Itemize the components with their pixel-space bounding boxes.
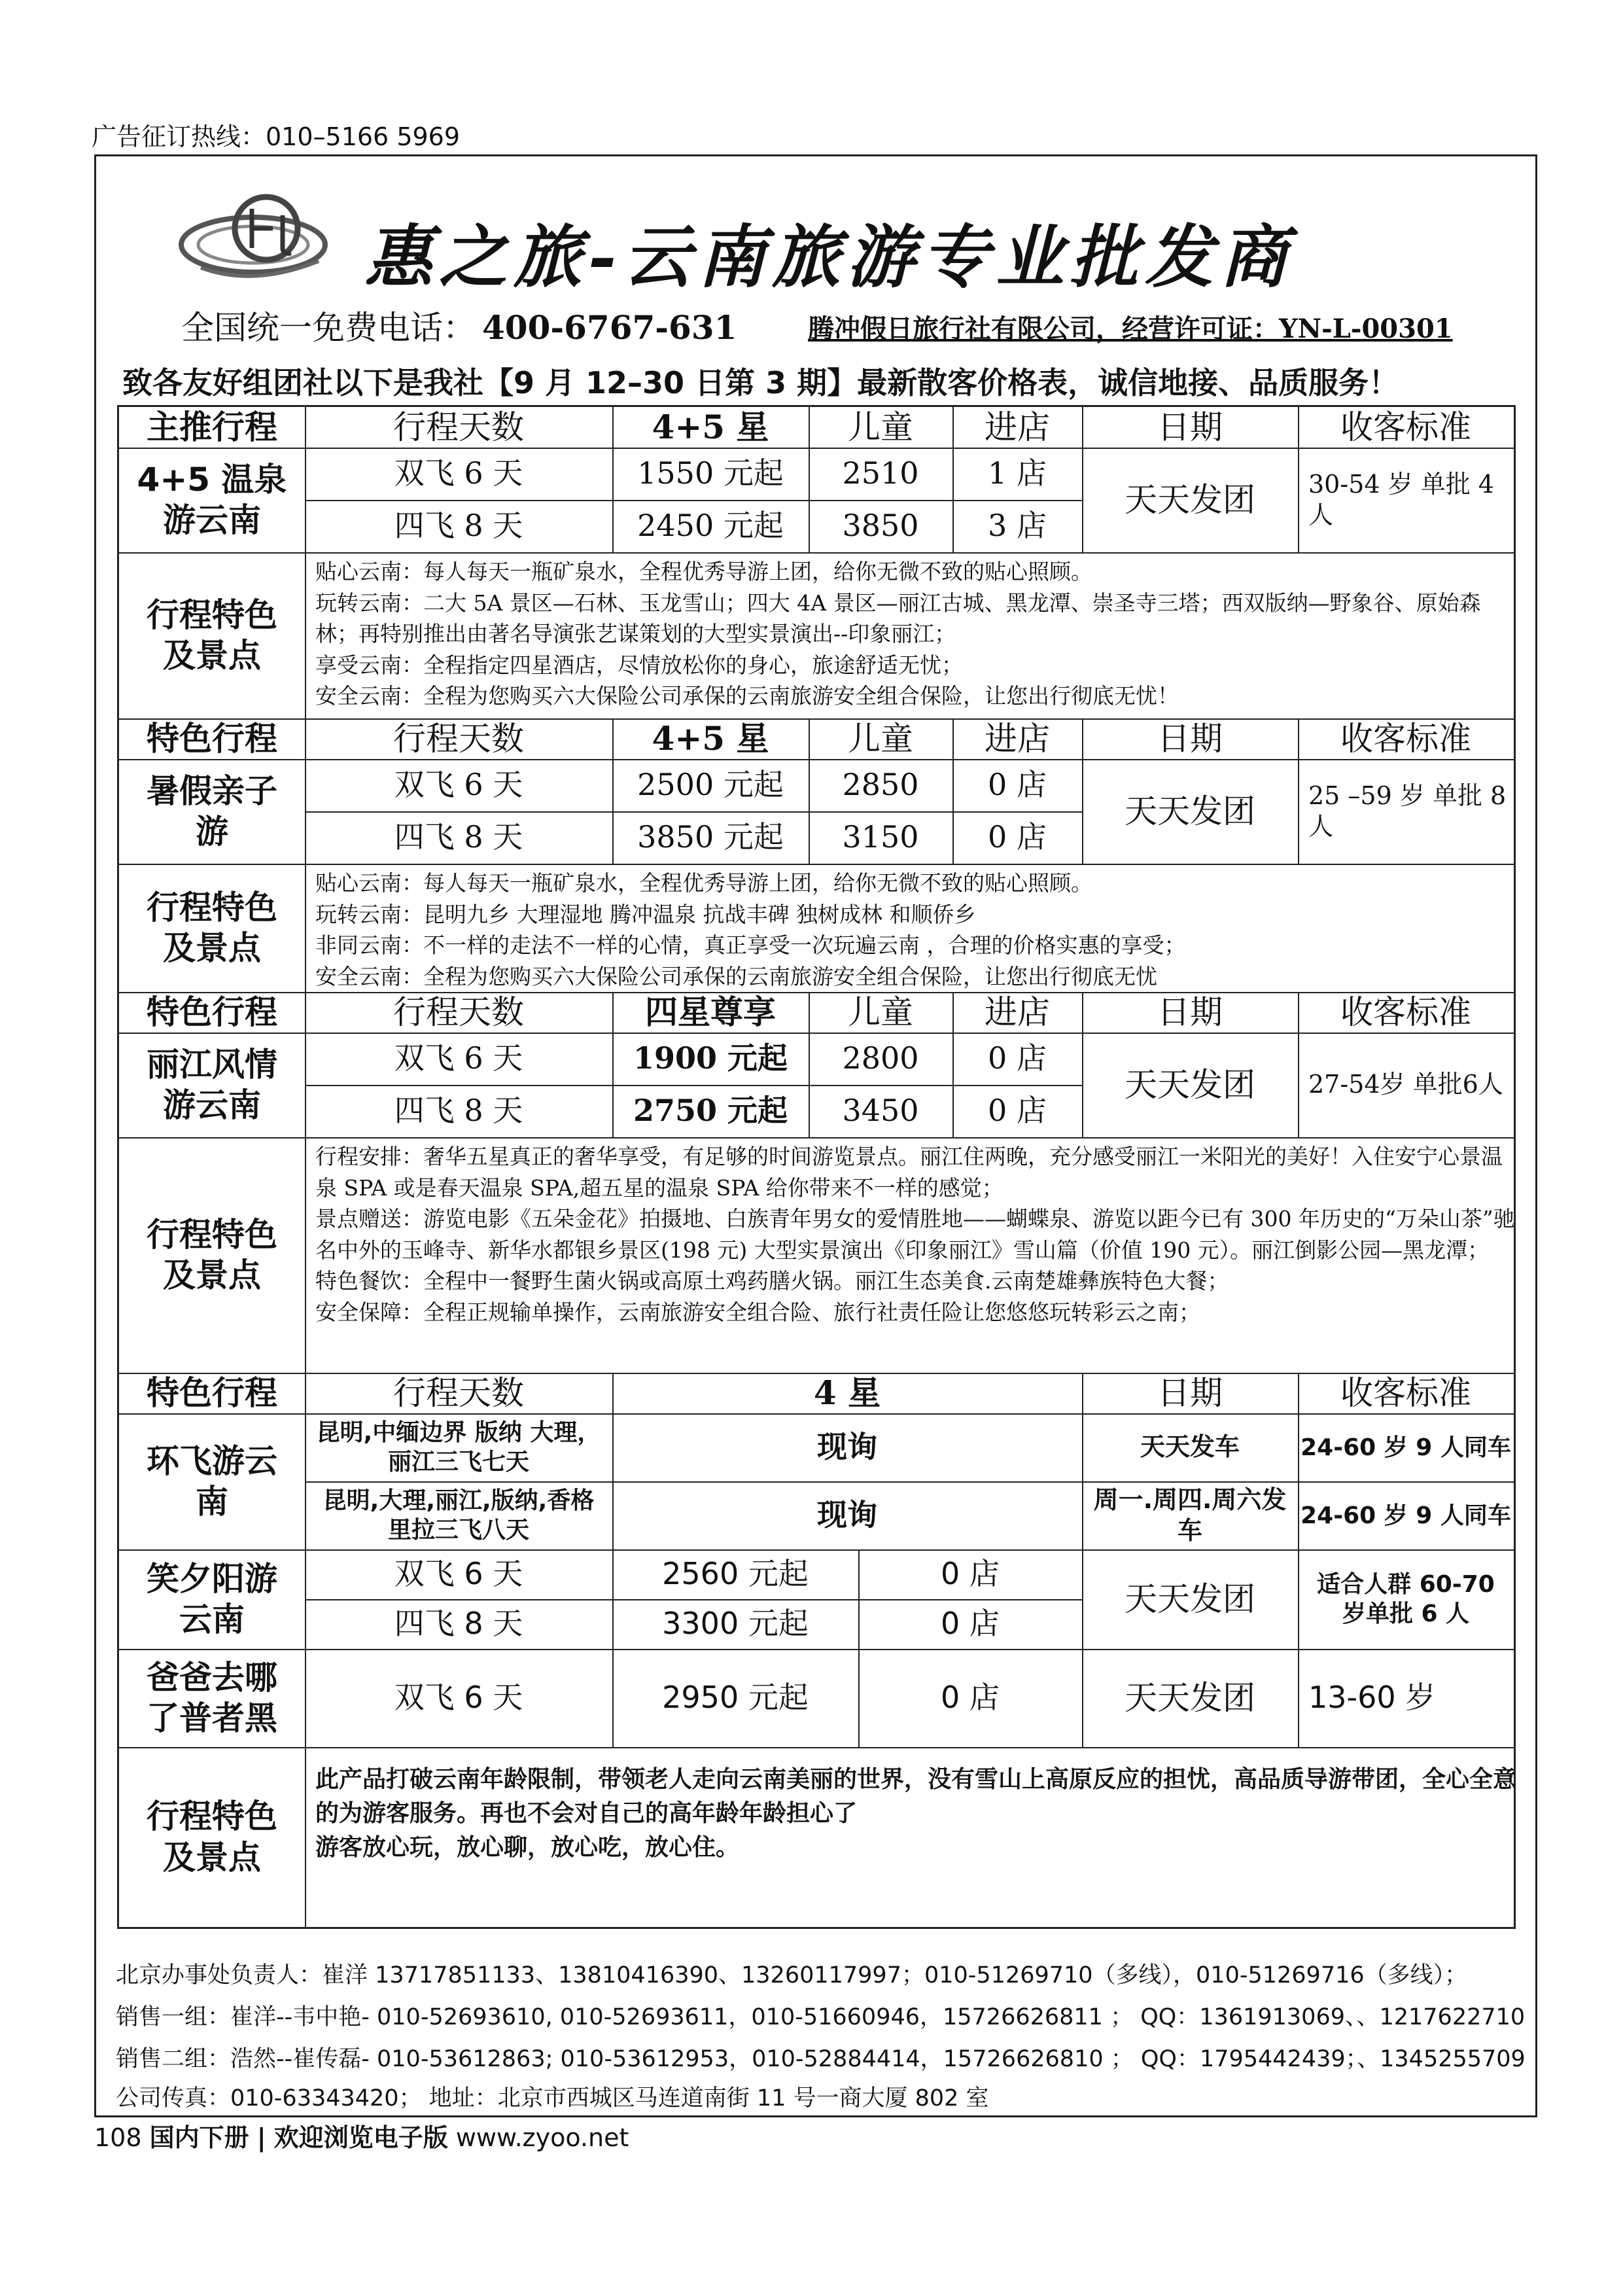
table-divider: [305, 1649, 306, 1747]
trip-days: 双飞 6 天: [394, 1556, 523, 1592]
feature-line: 安全云南：全程为您购买六大保险公司承保的云南旅游安全组合保险，让您出行彻底无忧: [315, 963, 1157, 989]
column-header: 日期: [1157, 408, 1223, 446]
table-divider: [1298, 718, 1299, 759]
table-divider: [305, 1481, 1514, 1483]
trip-days: 双飞 6 天: [394, 1040, 523, 1076]
feature-line: 贴心云南：每人每天一瓶矿泉水，全程优秀导游上团，给你无微不致的贴心照顾。: [315, 559, 1092, 584]
shop-count: 0 店: [988, 1093, 1047, 1129]
trip-days: 双飞 6 天: [394, 1680, 523, 1716]
shop-count: 0 店: [988, 1040, 1047, 1076]
feature-label: 行程特色及景点: [147, 888, 277, 967]
logo-swirl-icon: [175, 183, 332, 300]
table-divider: [305, 811, 1082, 813]
shop-count: 0 店: [988, 819, 1047, 855]
table-divider: [1298, 448, 1299, 552]
column-header: 日期: [1157, 993, 1223, 1031]
feature-line: 游客放心玩，放心聊，放心吃，放心住。: [315, 1833, 740, 1861]
table-divider: [612, 1549, 614, 1649]
shop-count: 0 店: [941, 1606, 1000, 1642]
feature-label: 行程特色及景点: [147, 595, 277, 675]
table-divider: [1082, 1373, 1083, 1413]
table-divider: [809, 448, 810, 552]
table-divider: [305, 759, 306, 864]
column-header: 收客标准: [1340, 719, 1471, 758]
price-inquiry: 现询: [817, 1429, 877, 1465]
column-header: 收客标准: [1340, 408, 1471, 446]
intro-text: 致各友好组团社以下是我社【9 月 12–30 日第 3 期】最新散客价格表，诚信地接、品质服务！: [122, 365, 1399, 400]
feature-line: 玩转云南：昆明九乡 大理湿地 腾冲温泉 抗战丰碑 独树成林 和顺侨乡: [315, 901, 976, 927]
column-header: 日期: [1157, 719, 1223, 758]
column-header: 行程天数: [393, 719, 524, 758]
trip-days: 四飞 8 天: [394, 1093, 523, 1129]
column-header: 特色行程: [147, 1373, 277, 1412]
table-divider: [305, 992, 306, 1033]
column-header: 行程天数: [393, 1373, 524, 1412]
table-divider: [858, 1549, 860, 1649]
table-divider: [952, 992, 954, 1033]
footer-sales-group-2: 销售二组：浩然--崔传磊- 010-53612863; 010-53612953，010-52884414，15726626810 ； QQ：1795442439；、1345255709: [116, 2046, 1526, 2072]
column-header: 4+5 星: [652, 407, 769, 446]
table-divider: [1082, 1033, 1083, 1137]
page-footer: 108 国内下册 | 欢迎浏览电子版 www.zyoo.net: [94, 2123, 629, 2152]
hotline-label: 全国统一免费电话：: [181, 309, 476, 347]
table-divider: [1082, 992, 1083, 1033]
toll-free-hotline: [181, 302, 737, 349]
feature-line: 安全保障：全程正规输单操作，云南旅游安全组合险、旅行社责任险让您悠悠玩转彩云之南；: [315, 1299, 1200, 1325]
company-logo: [175, 183, 332, 300]
route-name: 暑假亲子游: [147, 771, 277, 851]
table-divider: [305, 448, 306, 552]
feature-line: 享受云南：全程指定四星酒店，尽情放松你的身心，旅途舒适无忧；: [315, 652, 963, 678]
column-header: 收客标准: [1340, 993, 1471, 1031]
trip-days: 四飞 8 天: [394, 508, 523, 544]
table-divider: [1082, 407, 1083, 448]
departure-date: 天天发团: [1125, 1678, 1255, 1717]
shop-count: 0 店: [988, 767, 1047, 803]
adult-price: 3300 元起: [662, 1606, 809, 1642]
adult-price: 2750 元起: [633, 1093, 788, 1129]
hotline-number: 400-6767-631: [482, 308, 737, 347]
table-divider: [1082, 759, 1083, 864]
table-divider: [305, 407, 306, 448]
adult-price: 2560 元起: [662, 1556, 809, 1592]
table-divider: [305, 1413, 306, 1549]
footer-sales-group-1: 销售一组：崔洋--韦中艳- 010-52693610, 010-52693611，010-51660946，15726626811 ； QQ：1361913069、、1217622710: [116, 2004, 1526, 2030]
column-header: 进店: [985, 993, 1050, 1031]
departure-date: 天天发团: [1125, 1580, 1255, 1618]
table-divider: [612, 718, 614, 759]
table-divider: [612, 448, 614, 552]
table-divider: [809, 407, 810, 448]
trip-days: 双飞 6 天: [394, 455, 523, 491]
child-price: 2510: [842, 455, 919, 491]
adult-price: 2950 元起: [662, 1680, 809, 1716]
company-license: 腾冲假日旅行社有限公司，经营许可证：YN-L-00301: [808, 313, 1453, 344]
shop-count: 0 店: [941, 1680, 1000, 1716]
table-divider: [612, 1413, 614, 1549]
table-divider: [1298, 1413, 1299, 1549]
group-standard: 13-60 岁: [1308, 1680, 1436, 1716]
feature-line: 贴心云南：每人每天一瓶矿泉水，全程优秀导游上团，给你无微不致的贴心照顾。: [315, 870, 1092, 896]
footer-contact-line: 北京办事处负责人：崔洋 13717851133、13810416390、13260117997；010-51269710（多线），010-51269716（多线）；: [116, 1962, 1468, 1988]
route-name: 爸爸去哪了普者黑: [147, 1658, 277, 1737]
child-price: 2800: [842, 1040, 919, 1076]
shop-count: 0 店: [941, 1556, 1000, 1592]
child-price: 3450: [842, 1093, 919, 1129]
ad-hotline: 广告征订热线：010–5166 5969: [92, 122, 461, 151]
route-name: 4+5 温泉游云南: [137, 460, 287, 539]
adult-price: 2450 元起: [637, 508, 784, 544]
table-divider: [809, 759, 810, 864]
feature-line: 景点赠送：游览电影《五朵金花》拍摄地、白族青年男女的爱情胜地——蝴蝶泉、游览以距今已有 300 年历史的“万朵山茶”驰名中外的玉峰寺、新华水都银乡景区(198 元) 大型实景演出《印象丽江》雪山篇（价值 190 元）。丽江倒影公园—黑龙潭；: [315, 1206, 1515, 1263]
table-divider: [305, 1373, 306, 1413]
table-divider: [858, 1649, 860, 1747]
route-detail: 昆明,大理,丽江,版纳,香格里拉三飞八天: [323, 1487, 595, 1544]
table-divider: [1082, 718, 1083, 759]
table-divider: [305, 1549, 306, 1649]
adult-price: 1900 元起: [633, 1040, 788, 1076]
table-divider: [612, 992, 614, 1033]
feature-line: 非同云南：不一样的走法不一样的心情，真正享受一次玩遍云南 ，合理的价格实惠的享受；: [315, 932, 1186, 959]
table-divider: [952, 407, 954, 448]
table-divider: [612, 407, 614, 448]
footer-fax-address: 公司传真：010-63343420； 地址：北京市西城区马连道南街 11 号一商大厦 802 室: [116, 2085, 989, 2111]
table-divider: [952, 1033, 954, 1137]
column-header: 收客标准: [1340, 1373, 1471, 1412]
child-price: 2850: [842, 767, 919, 803]
departure-date: 周一.周四.周六发车: [1093, 1485, 1287, 1545]
feature-description: [306, 552, 1531, 726]
adult-price: 1550 元起: [637, 455, 784, 491]
feature-line: 特色餐饮：全程中一餐野生菌火锅或高原土鸡药膳火锅。丽江生态美食.云南楚雄彝族特色大餐；: [315, 1268, 1229, 1294]
departure-date: 天天发团: [1125, 792, 1255, 830]
child-price: 3850: [842, 508, 919, 544]
table-divider: [952, 759, 954, 864]
table-divider: [305, 864, 306, 992]
feature-line: 安全云南：全程为您购买六大保险公司承保的云南旅游安全组合保险，让您出行彻底无忧！: [315, 683, 1179, 709]
table-divider: [1082, 1413, 1083, 1549]
table-divider: [1082, 1549, 1083, 1649]
column-header: 四星尊享: [645, 992, 776, 1031]
route-detail: 昆明,中缅边界 版纳 大理，丽江三飞七天: [316, 1419, 601, 1475]
table-divider: [612, 1373, 614, 1413]
feature-label: 行程特色及景点: [147, 1215, 277, 1294]
table-divider: [1298, 1549, 1299, 1649]
departure-date: 天天发团: [1125, 1065, 1255, 1104]
brand-title: 惠之旅-云南旅游专业批发商: [364, 217, 1295, 297]
adult-price: 2500 元起: [637, 767, 784, 803]
section-label: 国内下册: [149, 2123, 249, 2152]
column-header: 行程天数: [393, 993, 524, 1031]
column-header: 主推行程: [147, 408, 277, 446]
table-divider: [1298, 759, 1299, 864]
column-header: 进店: [985, 719, 1050, 758]
feature-description: [306, 1747, 1531, 1947]
table-divider: [305, 1599, 1082, 1600]
table-divider: [1298, 992, 1299, 1033]
table-divider: [1082, 448, 1083, 552]
column-header: 4+5 星: [652, 718, 769, 758]
trip-days: 双飞 6 天: [394, 767, 523, 803]
departure-date: 天天发车: [1140, 1432, 1240, 1462]
slogan: 欢迎浏览电子版: [273, 2123, 448, 2152]
table-divider: [1082, 1649, 1083, 1747]
table-divider: [809, 1033, 810, 1137]
column-header: 儿童: [848, 408, 913, 446]
column-header: 特色行程: [147, 719, 277, 758]
feature-line: 行程安排：奢华五星真正的奢华享受，有足够的时间游览景点。丽江住两晚，充分感受丽江一米阳光的美好！入住安宁心景温泉 SPA 或是春天温泉 SPA,超五星的温泉 SPA 给你带来不一样的感觉；: [315, 1144, 1503, 1201]
column-header: 进店: [985, 408, 1050, 446]
route-name: 环飞游云南: [147, 1441, 277, 1521]
column-header: 行程天数: [393, 408, 524, 446]
column-header: 儿童: [848, 719, 913, 758]
column-header: 儿童: [848, 993, 913, 1031]
group-standard: 24-60 岁 9 人同车: [1300, 1434, 1511, 1461]
feature-description: [306, 1137, 1531, 1381]
table-divider: [612, 1033, 614, 1137]
column-header: 特色行程: [147, 993, 277, 1031]
table-divider: [305, 1747, 306, 1927]
table-divider: [1298, 1033, 1299, 1137]
table-divider: [612, 1649, 614, 1747]
price-table: [117, 405, 1516, 1929]
table-divider: [1298, 407, 1299, 448]
shop-count: 1 店: [988, 455, 1047, 491]
group-standard: 24-60 岁 9 人同车: [1300, 1502, 1511, 1529]
route-name: 丽江风情游云南: [147, 1045, 277, 1124]
table-divider: [305, 1085, 1082, 1086]
group-standard: 25 –59 岁 单批 8 人: [1308, 781, 1507, 841]
table-divider: [305, 500, 1082, 501]
table-divider: [305, 552, 306, 718]
feature-description: [306, 864, 1531, 1000]
departure-date: 天天发团: [1125, 480, 1255, 519]
group-standard: 27-54岁 单批6人: [1308, 1070, 1503, 1099]
website-url: www.zyoo.net: [455, 2123, 629, 2152]
table-divider: [1298, 1373, 1299, 1413]
table-divider: [612, 759, 614, 864]
table-divider: [809, 992, 810, 1033]
shop-count: 3 店: [988, 508, 1047, 544]
adult-price: 3850 元起: [637, 819, 784, 855]
table-divider: [305, 718, 306, 759]
column-header: 日期: [1157, 1373, 1223, 1412]
table-divider: [952, 448, 954, 552]
trip-days: 四飞 8 天: [394, 1606, 523, 1642]
group-standard: 适合人群 60-70 岁单批 6 人: [1317, 1571, 1495, 1627]
column-header: 4 星: [813, 1373, 881, 1412]
table-divider: [305, 1033, 306, 1137]
table-divider: [809, 718, 810, 759]
feature-line: 此产品打破云南年龄限制，带领老人走向云南美丽的世界，没有雪山上高原反应的担忧，高品质导游带团，全心全意的为游客服务。再也不会对自己的高年龄年龄担心了: [315, 1766, 1517, 1827]
table-divider: [1298, 1649, 1299, 1747]
trip-days: 四飞 8 天: [394, 819, 523, 855]
route-name: 笑夕阳游云南: [147, 1559, 277, 1638]
group-standard: 30-54 岁 单批 4 人: [1308, 469, 1494, 529]
child-price: 3150: [842, 819, 919, 855]
table-divider: [305, 1137, 306, 1373]
page-number: 108: [94, 2123, 142, 2152]
feature-label: 行程特色及景点: [147, 1797, 277, 1877]
page-frame: [94, 154, 1537, 2117]
price-inquiry: 现询: [817, 1497, 877, 1533]
feature-line: 玩转云南：二大 5A 景区—石林、玉龙雪山；四大 4A 景区—丽江古城、黑龙潭、崇圣寺三塔；西双版纳—野象谷、原始森林；再特别推出由著名导演张艺谋策划的大型实景演出--印象丽江；: [315, 590, 1481, 647]
table-divider: [952, 718, 954, 759]
